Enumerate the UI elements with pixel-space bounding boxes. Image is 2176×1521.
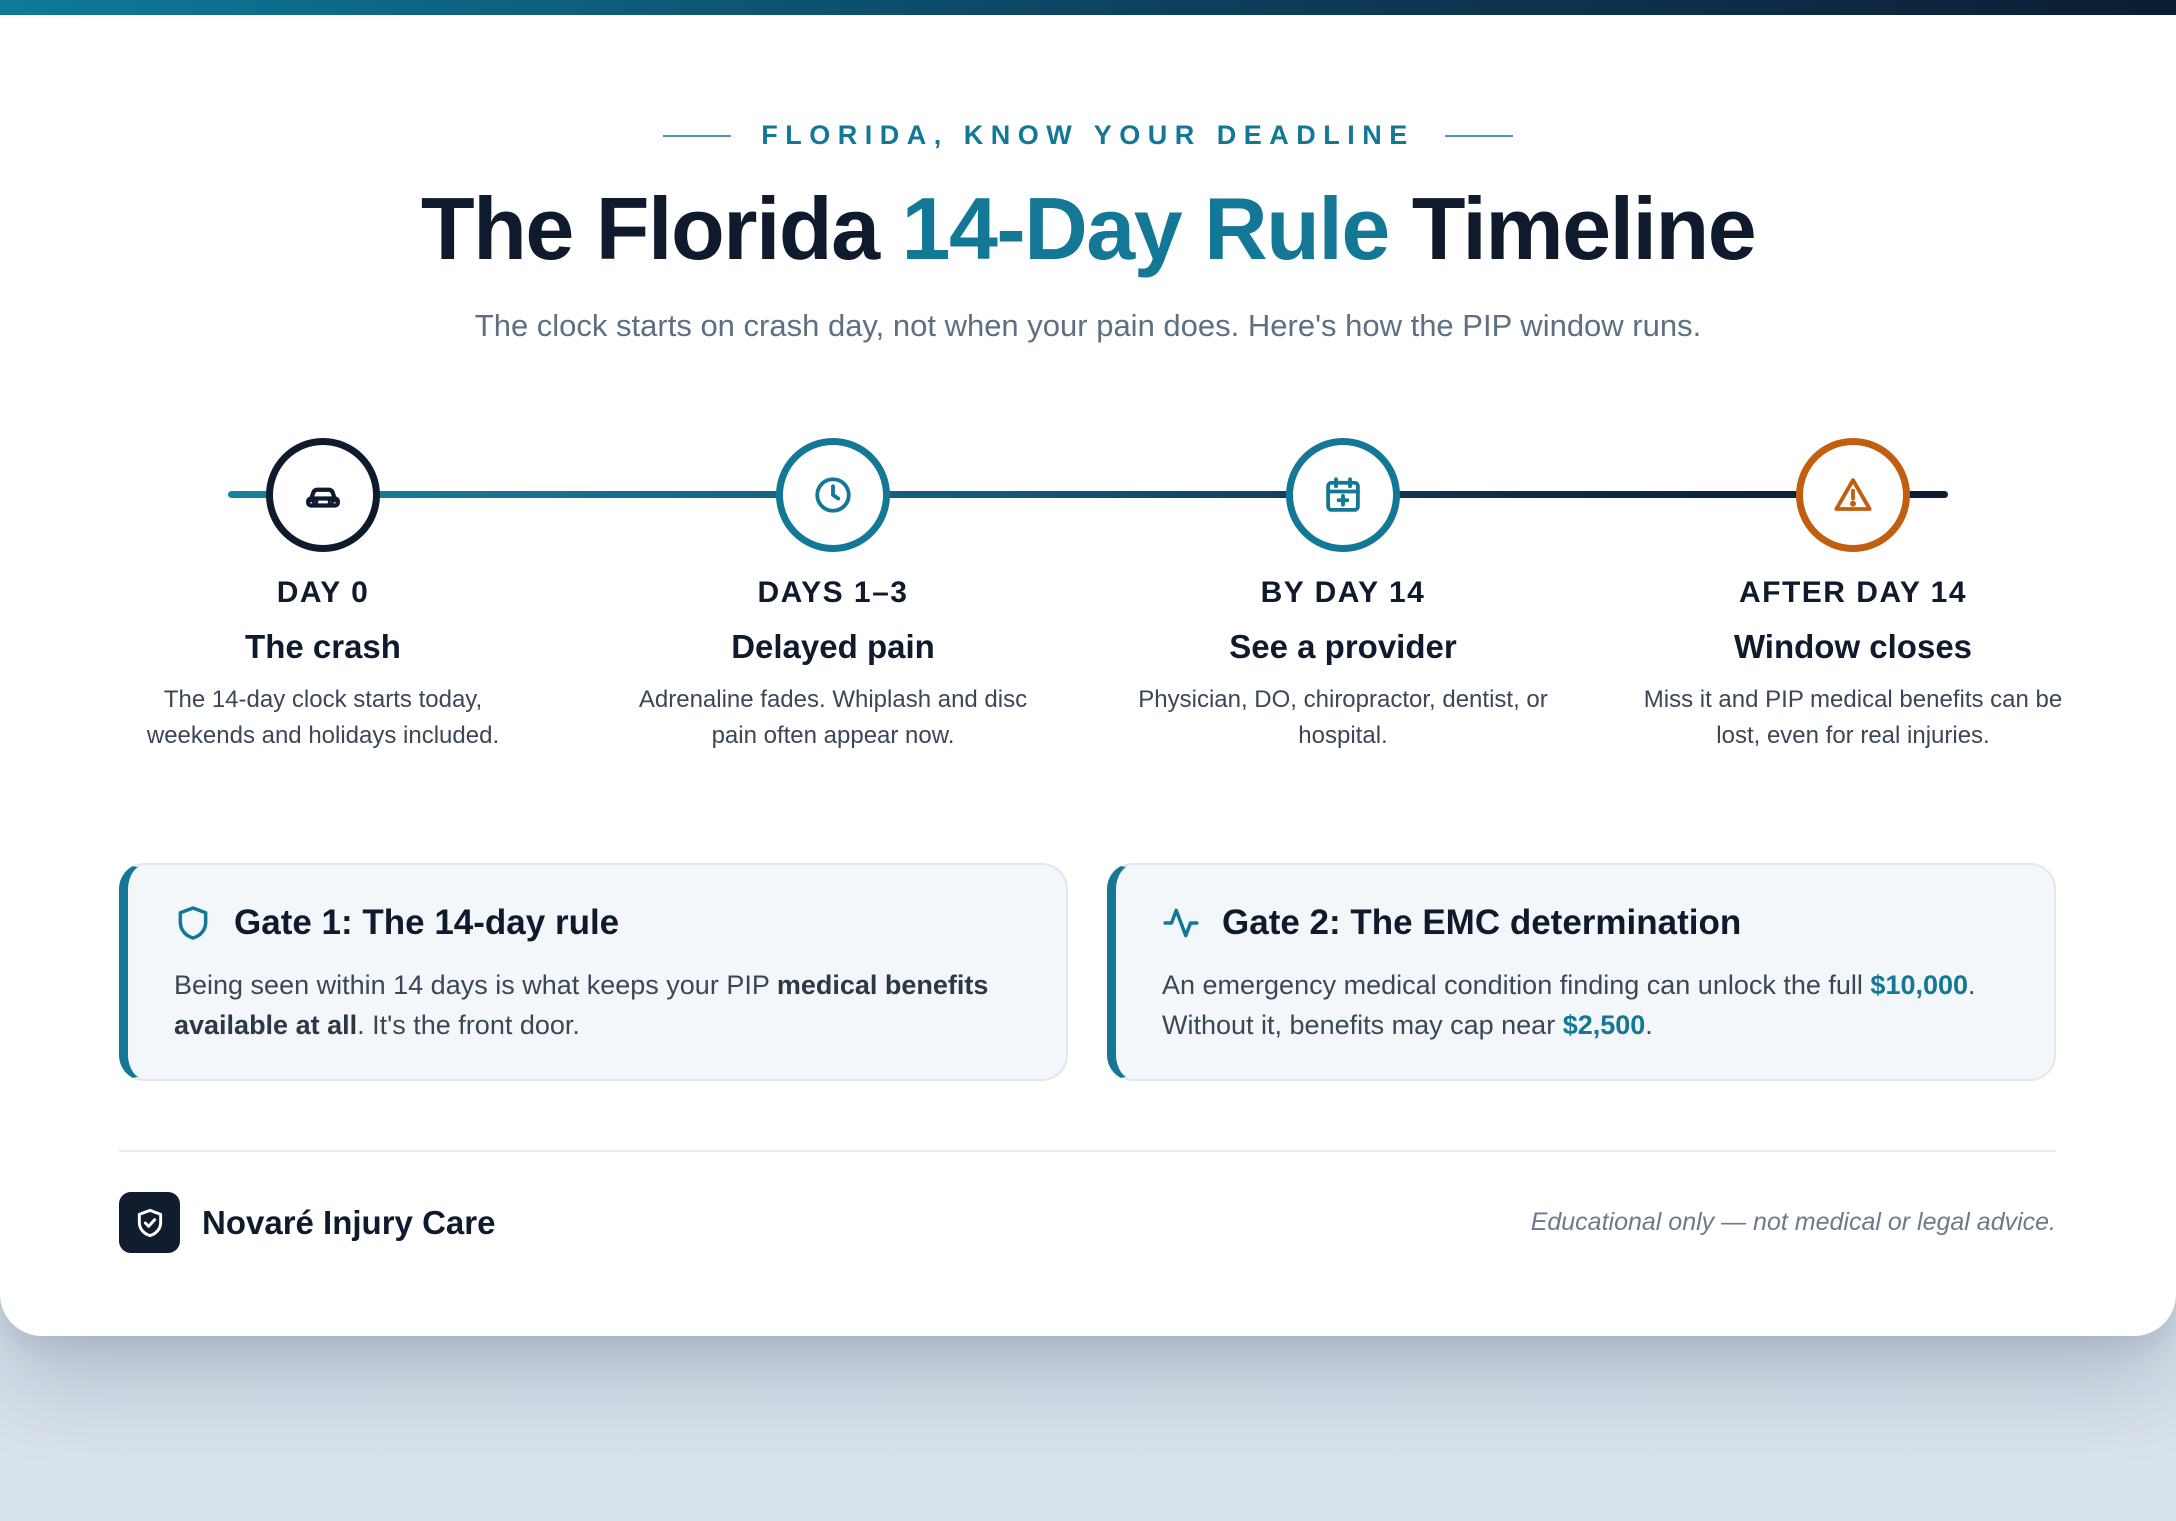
timeline-track bbox=[228, 491, 1948, 498]
step-heading: Window closes bbox=[1733, 628, 1973, 665]
step-heading: See a provider bbox=[1229, 628, 1457, 665]
gate-2-header bbox=[1162, 903, 2006, 943]
step-description: The 14-day clock starts today, weekends and holidays included. bbox=[146, 686, 500, 749]
gate-2-text-mid: . Without it, benefits may cap near bbox=[1162, 970, 1976, 1040]
eyebrow-text: FLORIDA, KNOW YOUR DEADLINE bbox=[761, 120, 1415, 150]
disclaimer: Educational only — not medical or legal advice. bbox=[1530, 1208, 2056, 1236]
gate-1-emphasis: medical benefits available at all bbox=[174, 970, 989, 1040]
timeline-step bbox=[113, 576, 533, 754]
top-accent-bar bbox=[0, 0, 2176, 15]
timeline-step bbox=[623, 576, 1043, 754]
clock-icon bbox=[812, 474, 854, 516]
gate-2-text: An emergency medical condition finding can unlock the full bbox=[1162, 970, 1871, 1000]
calendar-plus-icon bbox=[1322, 474, 1364, 516]
shield-icon bbox=[174, 904, 212, 942]
gate-2-text-end: . bbox=[1645, 1010, 1653, 1040]
step-day: DAYS 1–3 bbox=[757, 576, 909, 609]
gate-2-title: Gate 2: The EMC determination bbox=[1222, 903, 1742, 942]
shield-check-icon bbox=[134, 1207, 166, 1239]
step-day: DAY 0 bbox=[276, 576, 370, 609]
timeline-node-after-day14 bbox=[1796, 438, 1910, 552]
gate-1-body bbox=[174, 965, 1018, 1045]
gate-2-body bbox=[1162, 965, 2006, 1045]
car-icon bbox=[302, 474, 344, 516]
step-description: Adrenaline fades. Whiplash and disc pain often appear now. bbox=[638, 686, 1028, 749]
gate-1-header bbox=[174, 903, 1018, 943]
brand bbox=[119, 1192, 495, 1253]
timeline-step bbox=[1133, 576, 1553, 754]
step-description: Miss it and PIP medical benefits can be lost, even for real injuries. bbox=[1643, 686, 2063, 749]
title-pre: The Florida bbox=[420, 179, 902, 278]
gate-1-card bbox=[119, 863, 1068, 1081]
timeline-node-days1-3 bbox=[776, 438, 890, 552]
brand-logo bbox=[119, 1192, 180, 1253]
gate-1-text: Being seen within 14 days is what keeps your PIP bbox=[174, 970, 777, 1000]
timeline-step bbox=[1643, 576, 2063, 754]
gate-1-text-end: . It's the front door. bbox=[357, 1010, 580, 1040]
step-day: BY DAY 14 bbox=[1260, 576, 1426, 609]
title-accent: 14-Day Rule bbox=[901, 179, 1389, 278]
footer-divider bbox=[119, 1150, 2056, 1152]
eyebrow-rule-right bbox=[1445, 135, 1513, 137]
eyebrow-rule-left bbox=[663, 135, 731, 137]
warning-icon bbox=[1832, 474, 1874, 516]
timeline-node-day14 bbox=[1286, 438, 1400, 552]
gate-1-title: Gate 1: The 14-day rule bbox=[234, 903, 620, 942]
step-description: Physician, DO, chiropractor, dentist, or hospital. bbox=[1138, 686, 1548, 749]
title-post: Timeline bbox=[1388, 179, 1756, 278]
amount-full: $10,000 bbox=[1870, 970, 1969, 1000]
subtitle: The clock starts on crash day, not when your pain does. Here's how the PIP window runs. bbox=[474, 308, 1702, 343]
gate-2-card bbox=[1107, 863, 2056, 1081]
pulse-icon bbox=[1162, 904, 1200, 942]
timeline-node-day0 bbox=[266, 438, 380, 552]
step-heading: The crash bbox=[245, 628, 401, 665]
page-title bbox=[0, 178, 2176, 280]
amount-cap: $2,500 bbox=[1562, 1010, 1646, 1040]
brand-name: Novaré Injury Care bbox=[202, 1203, 496, 1241]
eyebrow bbox=[0, 120, 2176, 151]
step-day: AFTER DAY 14 bbox=[1738, 576, 1968, 609]
step-heading: Delayed pain bbox=[731, 628, 935, 665]
